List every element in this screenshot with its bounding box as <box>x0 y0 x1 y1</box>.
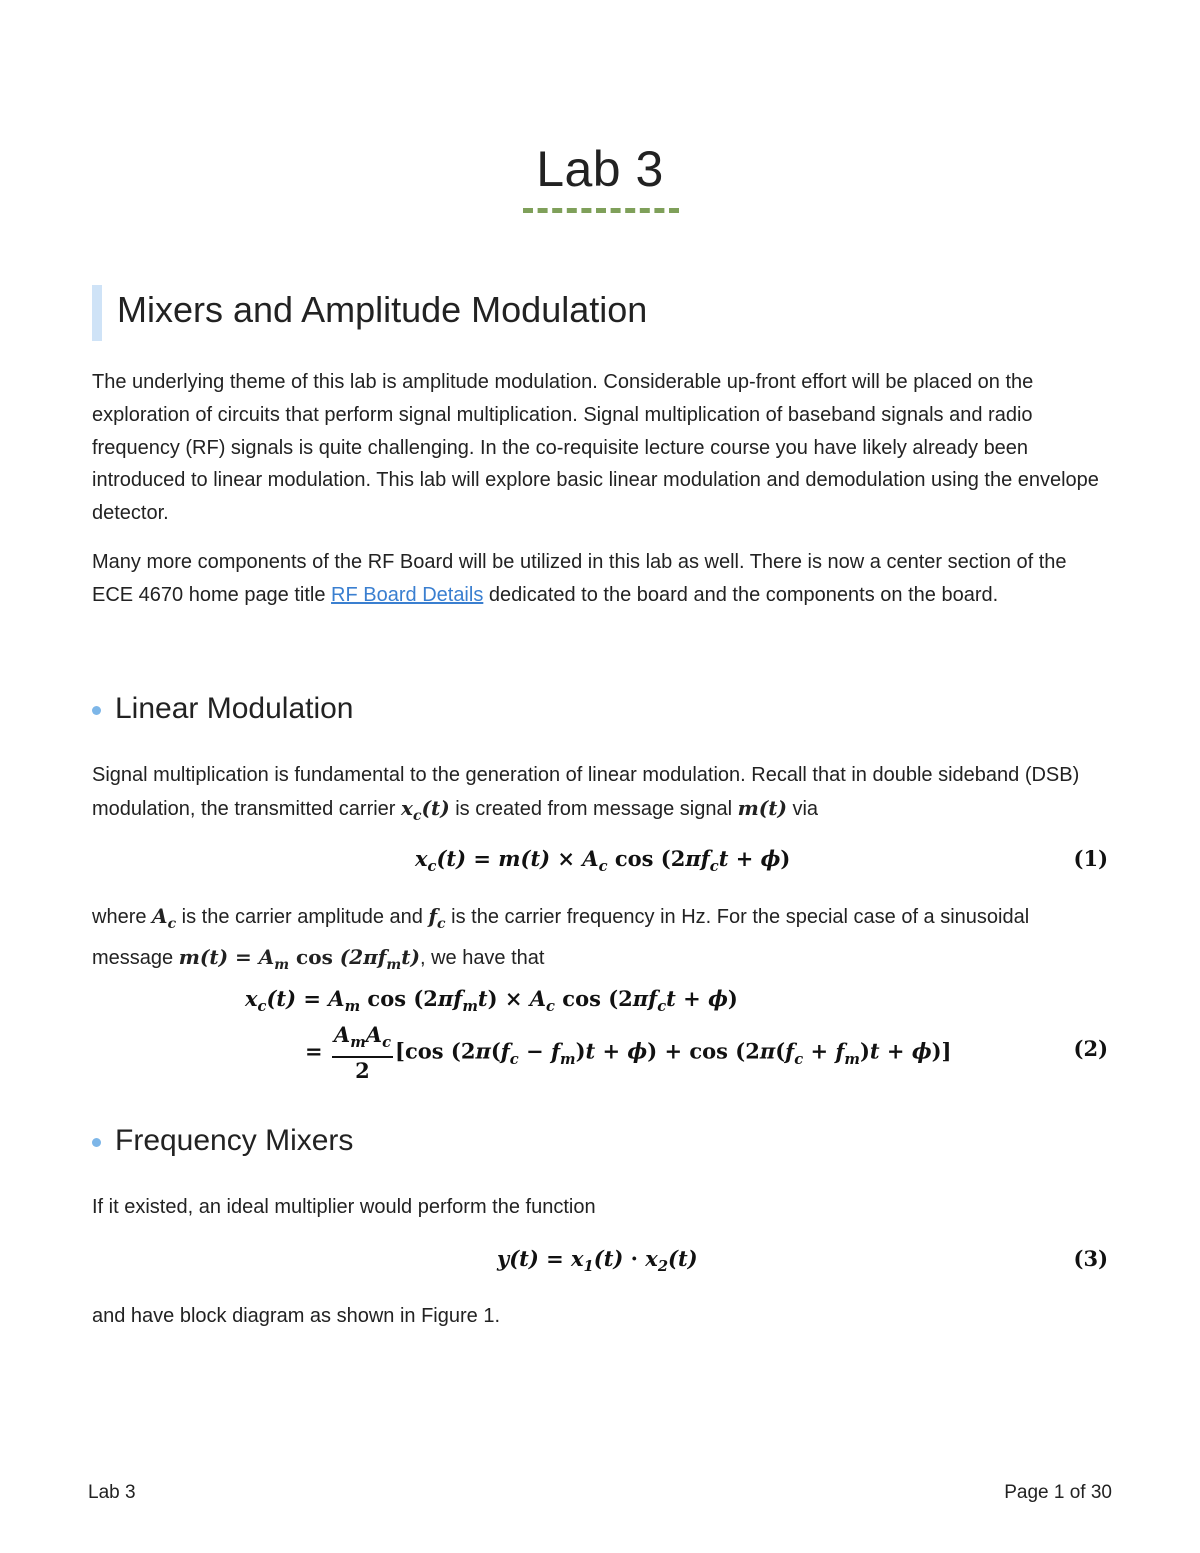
ideal-multiplier-paragraph: If it existed, an ideal multiplier would perform the function <box>92 1196 596 1218</box>
rf-board-paragraph-text-1: Many more components of the RF Board will be utilized in this lab as well. There is now a center section of the ECE 4670 home page title <box>92 551 1067 606</box>
lm-text-c: via <box>786 797 819 820</box>
block-diagram-paragraph: and have block diagram as shown in Figure 1. <box>92 1305 501 1327</box>
section-heading-text: Mixers and Amplitude Modulation <box>117 289 648 330</box>
lm-text-b: is created from message signal <box>449 797 738 820</box>
frequency-mixers-heading <box>92 1124 992 1164</box>
equation-1: $x_c(t) = m(t) \times A_c$ $\cos (2\pi f_ct + \phi)$ <box>415 846 791 876</box>
footer-page-number: Page 1 of 30 <box>1004 1482 1112 1503</box>
math-fc: $f_c$ <box>428 904 446 932</box>
linear-modulation-paragraph <box>92 759 1112 833</box>
frequency-mixers-heading-text: Frequency Mixers <box>115 1124 354 1157</box>
linear-modulation-heading <box>92 692 992 732</box>
rf-board-details-link[interactable]: RF Board Details <box>331 583 484 606</box>
linear-modulation-heading-text: Linear Modulation <box>115 692 354 725</box>
section-accent-bar <box>92 285 102 341</box>
equation-2-line-2: = $\frac{A_mA_c}{2}$ [cos $(2\pi(f_c - f_m)t + \phi) + \cos (2\pi(f_c + f_m)t + \phi)$] <box>305 1022 952 1084</box>
rf-board-paragraph-text-2: dedicated to the board and the components on the board. <box>483 583 999 606</box>
section-heading <box>92 285 1092 341</box>
intro-paragraph: The underlying theme of this lab is amplitude modulation. Considerable up-front effort will be placed on the exploration of circuits that perform signal multiplication. Signal multiplication of baseband signals and radio frequency (RF) signals is quite challenging. In the co-requisite lecture course you have likely already been introduced to linear modulation. This lab will explore basic linear modulation and demodulation using the envelope detector. <box>92 371 1099 525</box>
footer-title: Lab 3 <box>88 1482 136 1503</box>
equation-2-line-1: $x_c(t) = A_m$ $\cos (2\pi f_mt) \times A_c$ $\cos (2\pi f_ct + \phi)$ <box>245 986 738 1016</box>
math-xc-t: $x_c(t)$ <box>401 795 450 824</box>
math-ac: $A_c$ <box>152 904 177 932</box>
math-sinusoid: $m(t) = A_m$ $\cos (2\pi f_mt)$ <box>178 944 420 973</box>
carrier-paragraph <box>92 900 1112 982</box>
equation-3: $y(t) = x_1(t) \cdot x_2(t)$ <box>497 1246 698 1276</box>
bullet-icon <box>92 706 101 715</box>
where-text-d: , we have that <box>419 946 545 969</box>
where-text-b: is the carrier amplitude and <box>176 906 429 928</box>
bullet-icon <box>92 1138 101 1147</box>
lm-text-a: Signal multiplication is fundamental to the generation of linear modulation. Recall that in double sideband (DSB) modulation, the transmitted carrier <box>92 764 1080 820</box>
where-text-a: where <box>92 906 153 928</box>
equation-1-number: (1) <box>1073 846 1108 871</box>
title-underline <box>523 208 679 213</box>
document-title: Lab 3 <box>536 141 664 197</box>
where-text-c: is the carrier frequency in Hz. For the special case of a sinusoidal message <box>92 906 1030 969</box>
rf-board-paragraph <box>92 546 1112 612</box>
math-m-t: m(t) <box>737 795 787 820</box>
equation-2-number: (2) <box>1073 1036 1108 1061</box>
equation-3-number: (3) <box>1073 1246 1108 1271</box>
